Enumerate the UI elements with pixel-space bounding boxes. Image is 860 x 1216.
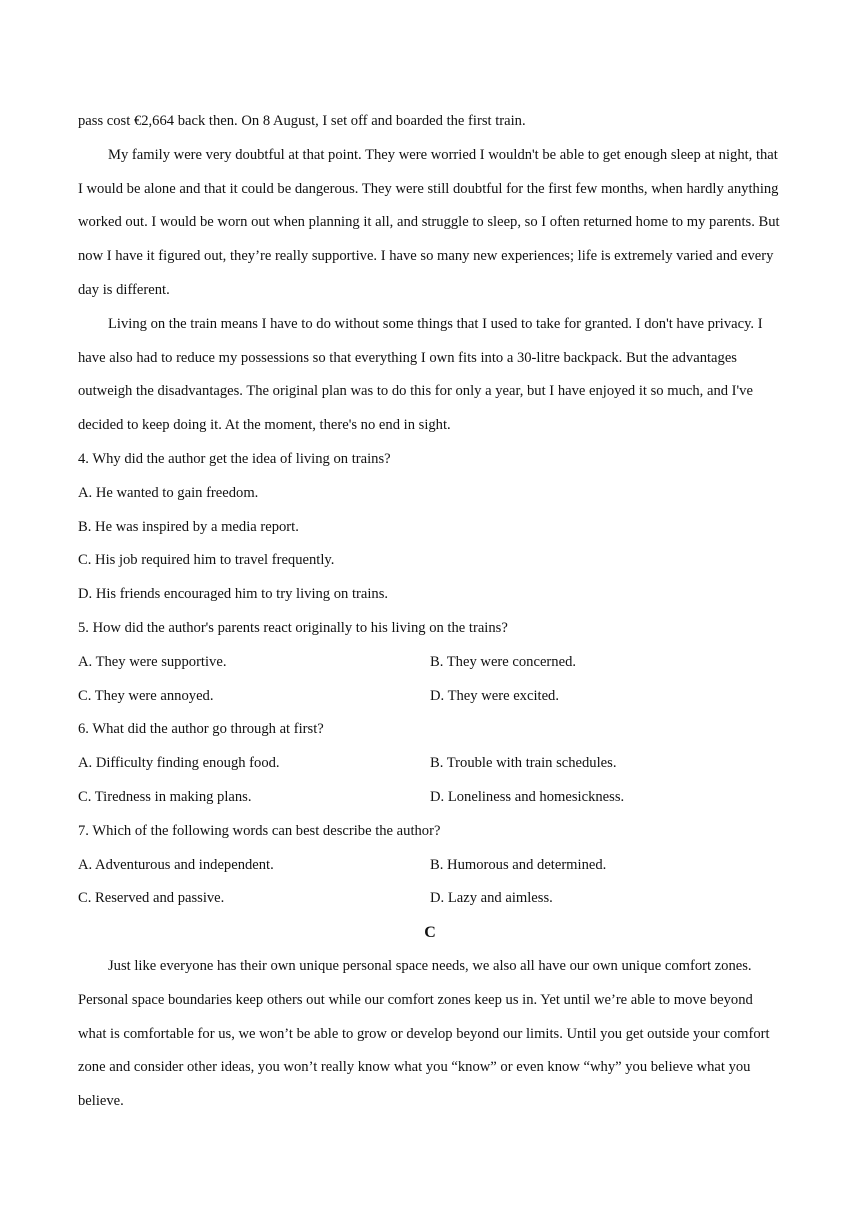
answer-option: A. He wanted to gain freedom.	[78, 484, 259, 501]
question-stem: 6. What did the author go through at first?	[78, 721, 324, 738]
answer-option: D. Loneliness and homesickness.	[430, 788, 625, 805]
answer-option: C. They were annoyed.	[78, 687, 214, 704]
document-page	[78, 105, 782, 1119]
option-row	[78, 747, 782, 781]
section-heading: C	[424, 924, 436, 942]
option-row	[78, 882, 782, 916]
option-row	[78, 849, 782, 883]
answer-option: C. Tiredness in making plans.	[78, 788, 252, 805]
option-row	[78, 680, 782, 714]
answer-option: B. He was inspired by a media report.	[78, 518, 299, 535]
question-stem: 7. Which of the following words can best describe the author?	[78, 822, 441, 839]
answer-option: D. His friends encouraged him to try living on trains.	[78, 586, 389, 603]
answer-option: B. They were concerned.	[430, 653, 577, 670]
option-row	[78, 781, 782, 815]
answer-option: A. They were supportive.	[78, 653, 227, 670]
answer-option: D. Lazy and aimless.	[430, 890, 553, 907]
answer-option: B. Trouble with train schedules.	[430, 755, 617, 772]
question-stem: 4. Why did the author get the idea of living on trains?	[78, 450, 391, 467]
question-stem: 5. How did the author's parents react originally to his living on the trains?	[78, 619, 508, 636]
passage-paragraph: Just like everyone has their own unique personal space needs, we also all have our own unique comfort zones. Personal space boundaries keep others out while our comfort zones keep us in. Yet until we’re able to move beyond what is comfortable for us, we won’t be able to grow or develop beyond our limits. Until you get outside your comfort zone and consider other ideas, you won’t really know what you “know” or even know “why” you believe what you believe.	[78, 957, 770, 1110]
answer-option: A. Difficulty finding enough food.	[78, 755, 280, 772]
passage-paragraph: My family were very doubtful at that point. They were worried I wouldn't be able to get enough sleep at night, that I would be alone and that it could be dangerous. They were still doubtful for the first few months, when hardly anything worked out. I would be worn out when planning it all, and struggle to sleep, so I often returned home to my parents. But now I have it figured out, they’re really supportive. I have so many new experiences; life is extremely varied and every day is different.	[78, 146, 780, 298]
passage-line: pass cost €2,664 back then. On 8 August, I set off and boarded the first train.	[78, 113, 526, 129]
answer-option: C. Reserved and passive.	[78, 890, 225, 907]
answer-option: B. Humorous and determined.	[430, 856, 607, 873]
answer-option: C. His job required him to travel frequently.	[78, 552, 335, 569]
option-row	[78, 646, 782, 680]
passage-paragraph: Living on the train means I have to do without some things that I used to take for granted. I don't have privacy. I have also had to reduce my possessions so that everything I own fits into a 30-litre backpack. But the advantages outweigh the disadvantages. The original plan was to do this for only a year, but I have enjoyed it so much, and I've decided to keep doing it. At the moment, there's no end in sight.	[78, 315, 763, 434]
answer-option: D. They were excited.	[430, 687, 559, 704]
answer-option: A. Adventurous and independent.	[78, 856, 274, 873]
